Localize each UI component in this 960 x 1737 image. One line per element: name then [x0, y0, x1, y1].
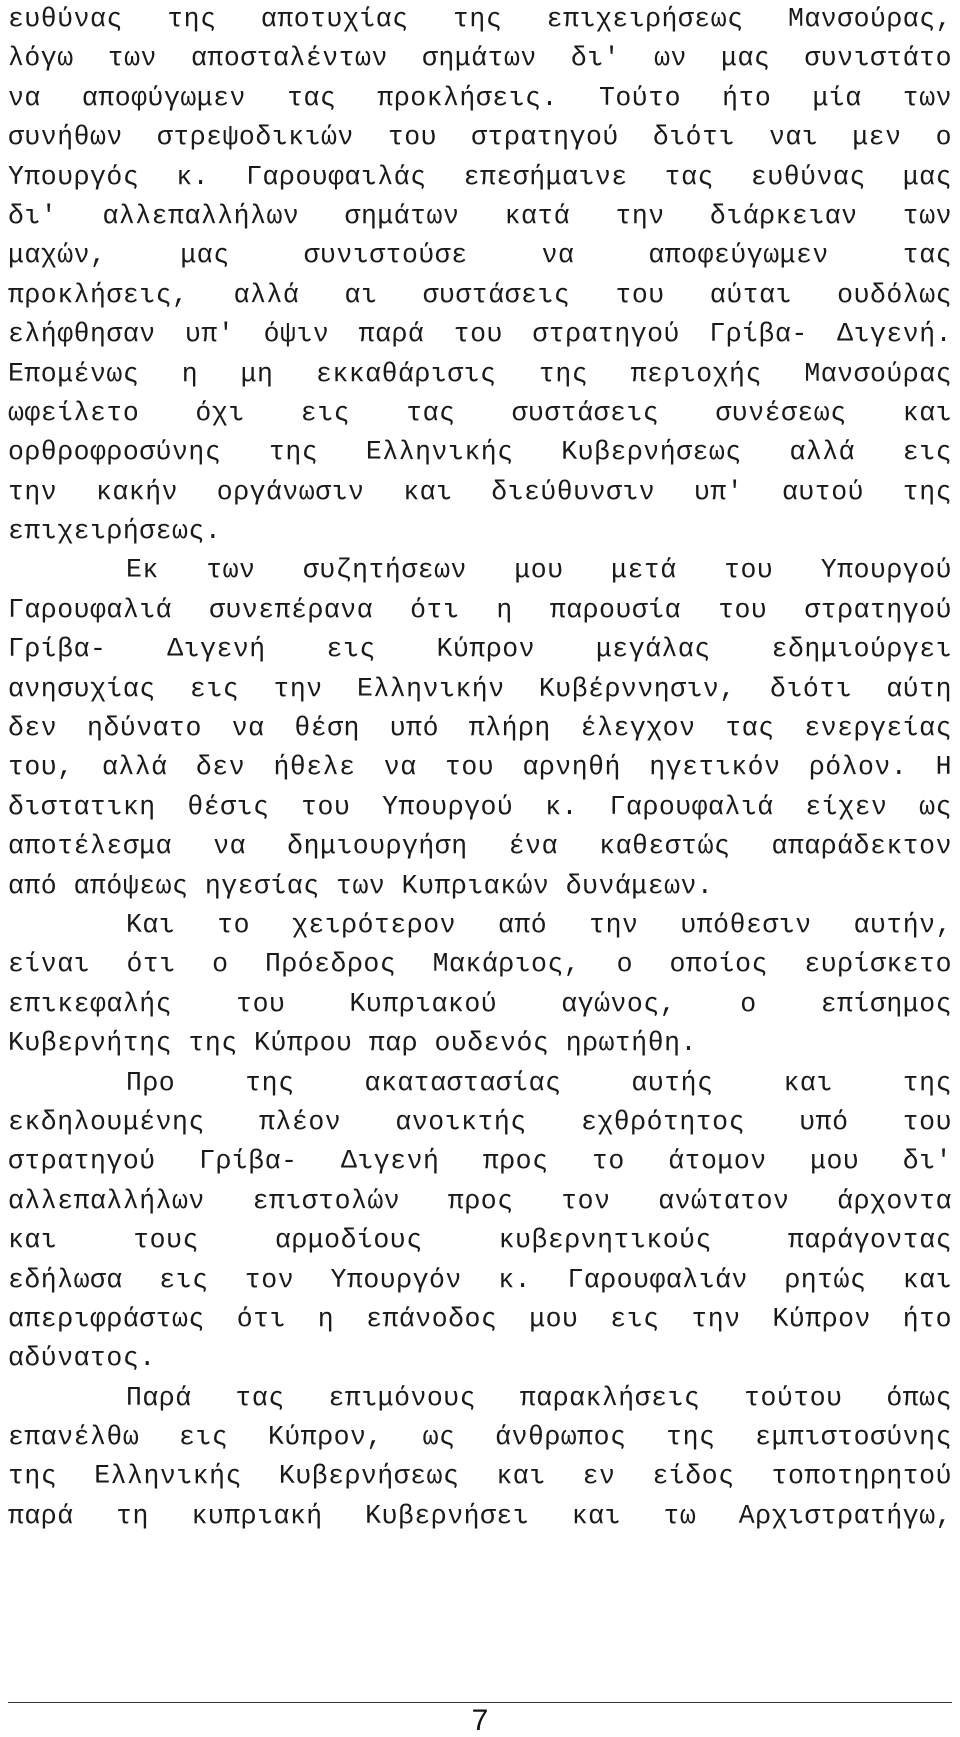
- footer-divider: [8, 1702, 952, 1703]
- text-line: λόγω των αποσταλέντων σημάτων δι' ων μας συνιστάτο: [8, 43, 952, 74]
- text-line: εκδηλουμένης πλέον ανοικτής εχθρότητος υπό του: [8, 1106, 952, 1137]
- text-line: επιχειρήσεως.: [8, 516, 222, 547]
- text-line: επικεφαλής του Κυπριακού αγώνος, ο επίσημος: [8, 988, 952, 1019]
- text-line: ευθύνας της αποτυχίας της επιχειρήσεως Μανσούρας,: [8, 4, 952, 34]
- text-line: αποτέλεσμα να δημιουργήση ένα καθεστώς απαράδεκτον: [8, 831, 952, 862]
- text-line: παρά τη κυπριακή Κυβερνήσει και τω Αρχιστρατήγω,: [8, 1500, 952, 1531]
- text-line: ωφείλετο όχι εις τας συστάσεις συνέσεως και: [8, 397, 952, 428]
- text-line: δι' αλλεπαλλήλων σημάτων κατά την διάρκειαν των: [8, 200, 952, 231]
- text-line: Υπουργός κ. Γαρουφαιλάς επεσήμαινε τας ευθύνας μας: [8, 161, 952, 192]
- text-line: ελήφθησαν υπ' όψιν παρά του στρατηγού Γρίβα- Διγενή.: [8, 319, 952, 350]
- text-line: απεριφράστως ότι η επάνοδος μου εις την Κύπρον ήτο: [8, 1303, 952, 1334]
- text-line: συνήθων στρεψοδικιών του στρατηγού διότι ναι μεν ο: [8, 122, 952, 153]
- paragraph-first-line: Και το χειρότερον από την υπόθεσιν αυτήν,: [126, 909, 952, 940]
- text-line: μαχών, μας συνιστούσε να αποφεύγωμεν τας: [8, 240, 952, 271]
- paragraph-first-line: Παρά τας επιμόνους παρακλήσεις τούτου όπως: [126, 1382, 952, 1413]
- text-line: είναι ότι ο Πρόεδρος Μακάριος, ο οποίος ευρίσκετο: [8, 949, 952, 980]
- text-line: Επομένως η μη εκκαθάρισις της περιοχής Μανσούρας: [8, 358, 952, 389]
- text-line: διστατικη θέσις του Υπουργού κ. Γαρουφαλιά είχεν ως: [8, 791, 952, 822]
- page-number: 7: [471, 1704, 489, 1737]
- text-line: αδύνατος.: [8, 1343, 156, 1374]
- text-line: επανέλθω εις Κύπρον, ως άνθρωπος της εμπιστοσύνης: [8, 1422, 952, 1453]
- text-line: δεν ηδύνατο να θέση υπό πλήρη έλεγχον τας ενεργείας: [8, 713, 952, 744]
- text-line: της Ελληνικής Κυβερνήσεως και εν είδος τοποτηρητού: [8, 1461, 952, 1492]
- text-line: στρατηγού Γρίβα- Διγενή προς το άτομον μου δι': [8, 1146, 952, 1177]
- text-line: του, αλλά δεν ήθελε να του αρνηθή ηγετικόν ρόλον. Η: [8, 752, 952, 783]
- text-line: και τους αρμοδίους κυβερνητικούς παράγοντας: [8, 1225, 952, 1256]
- text-line: Γαρουφαλιά συνεπέρανα ότι η παρουσία του στρατηγού: [8, 594, 952, 625]
- text-line: εδήλωσα εις τον Υπουργόν κ. Γαρουφαλιάν ρητώς και: [8, 1264, 952, 1295]
- text-line: να αποφύγωμεν τας προκλήσεις. Τούτο ήτο μία των: [8, 82, 952, 113]
- text-line: ανησυχίας εις την Ελληνικήν Κυβέρννησιν, διότι αύτη: [8, 673, 952, 704]
- paragraph-first-line: Εκ των συζητήσεων μου μετά του Υπουργού: [126, 555, 952, 586]
- text-line: την κακήν οργάνωσιν και διεύθυνσιν υπ' αυτού της: [8, 476, 952, 507]
- text-line: Κυβερνήτης της Κύπρου παρ ουδενός ηρωτήθη.: [8, 1028, 697, 1059]
- document-body: [8, 0, 952, 1536]
- text-line: από απόψεως ηγεσίας των Κυπριακών δυνάμεων.: [8, 870, 714, 901]
- text-line: αλλεπαλλήλων επιστολών προς τον ανώτατον άρχοντα: [8, 1185, 952, 1216]
- text-line: Γρίβα- Διγενή εις Κύπρον μεγάλας εδημιούργει: [8, 634, 952, 665]
- paragraph-first-line: Προ της ακαταστασίας αυτής και της: [126, 1067, 952, 1098]
- text-line: ορθροφροσύνης της Ελληνικής Κυβερνήσεως αλλά εις: [8, 437, 952, 468]
- text-line: προκλήσεις, αλλά αι συστάσεις του αύται ουδόλως: [8, 279, 952, 310]
